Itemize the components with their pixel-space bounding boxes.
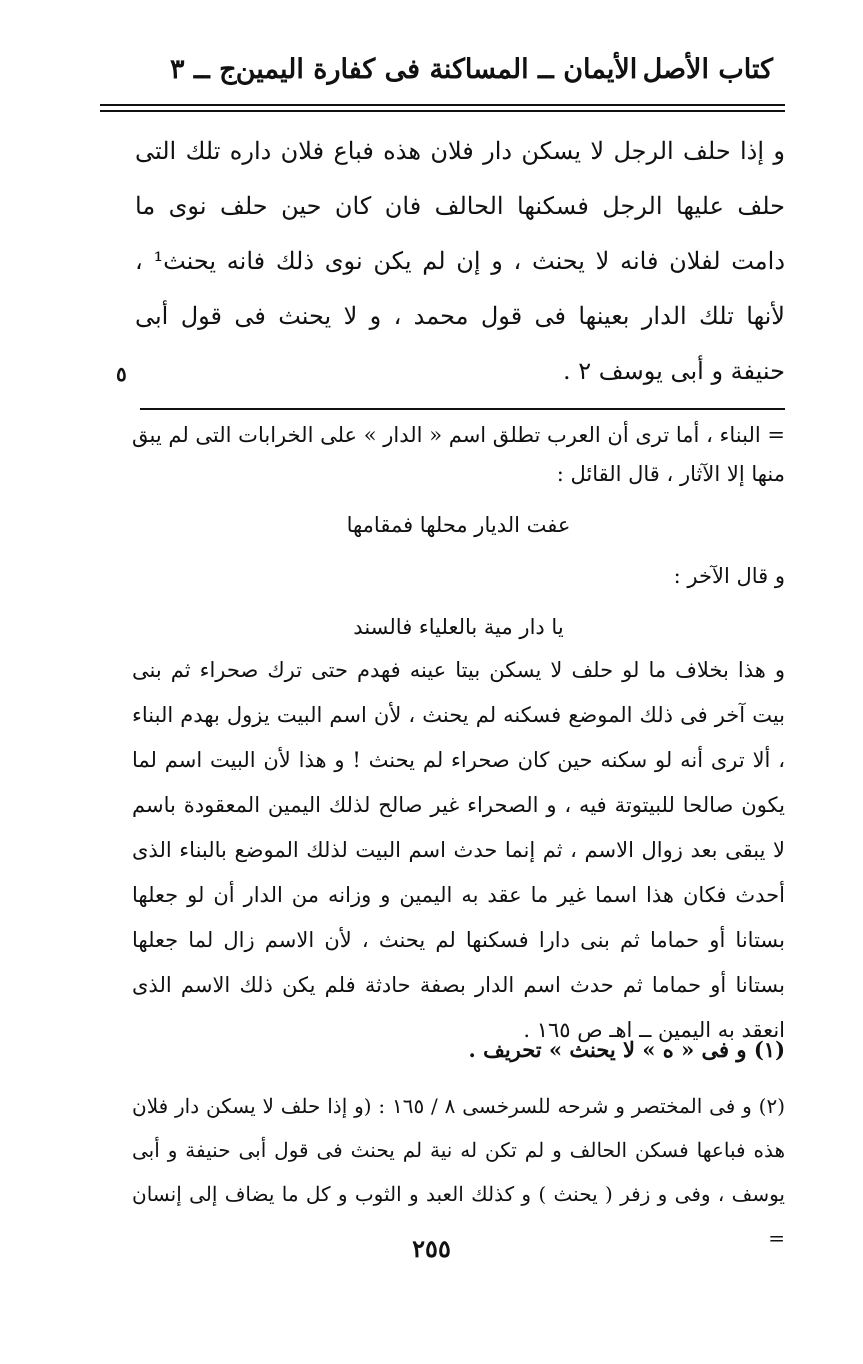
commentary-body — [132, 648, 785, 1053]
poetry-verse-2: يا دار مية بالعلياء فالسند — [353, 615, 564, 639]
footnote-separator-rule — [140, 408, 785, 410]
commentary-section — [132, 416, 785, 659]
margin-line-number: ٥ — [116, 362, 127, 386]
other-poet-label: و قال الآخر : — [673, 564, 785, 588]
page-number: ٢٥٥ — [412, 1234, 451, 1263]
header-double-rule — [100, 104, 785, 112]
book-title: كتاب الأصل — [642, 54, 773, 85]
commentary-intro: = البناء ، أما ترى أن العرب تطلق اسم « الدار » على الخرابات التى لم يبق منها إلا الآثار ، قال القائل : — [132, 423, 785, 486]
footnote-2-block — [132, 1084, 785, 1260]
poetry-verse-1: عفت الديار محلها فمقامها — [346, 513, 571, 537]
chapter-title: الأيمان ــ المساكنة فى كفارة اليمين — [235, 54, 638, 85]
main-text — [135, 124, 785, 399]
volume-label: ج ــ ٣ — [170, 54, 237, 85]
page-header — [100, 54, 773, 98]
commentary-body-paragraph: و هذا بخلاف ما لو حلف لا يسكن بيتا عينه فهدم حتى ترك صحراء ثم بنى بيت آخر فى ذلك الموضع فسكنه لم يحنث ، لأن اسم البيت يزول بهدم البناء ، ألا ترى أنه لو سكنه حين كان صحراء لم يحنث ! و هذا لأن البيت اسم لما يكون صالحا للبيتوتة فيه ، و الصحراء غير صالح لذلك اليمين المعقودة باسم لا يبقى بعد زوال الاسم ، ثم إنما حدث اسم البيت لذلك الموضع بالبناء الذى أحدث فكان هذا اسما غير ما عقد به اليمين و وزانه من الدار أن لو جعلها بستانا أو حماما ثم بنى دارا فسكنها لم يحنث ، لأن الاسم زال لما جعلها بستانا أو حماما ثم حدث اسم الدار بصفة حادثة فلم يكن ذلك الاسم الذى انعقد به اليمين ــ اهـ ص ١٦٥ . — [132, 658, 785, 1042]
footnote-2: (٢) و فى المختصر و شرحه للسرخسى ٨ / ١٦٥ : (و إذا حلف لا يسكن دار فلان هذه فباعها فسكن الحالف و لم تكن له نية لم يحنث فى قول أبى حنيفة و أبى يوسف ، وفى و زفر ( يحنث ) و كذلك العبد و الثوب و كل ما يضاف إلى إنسان = — [132, 1094, 786, 1250]
footnote-1: (١) و فى « ه » لا يحنث » تحريف . — [468, 1037, 785, 1062]
main-paragraph: و إذا حلف الرجل لا يسكن دار فلان هذه فباع فلان داره تلك التى حلف عليها الرجل فسكنها الحالف فان كان حين حلف نوى ما دامت لفلان فانه لا يحنث ، و إن لم يكن نوى ذلك فانه يحنث¹ ، لأنها تلك الدار بعينها فى قول محمد ، و لا يحنث فى قول أبى حنيفة و أبى يوسف ٢ . — [135, 137, 786, 385]
